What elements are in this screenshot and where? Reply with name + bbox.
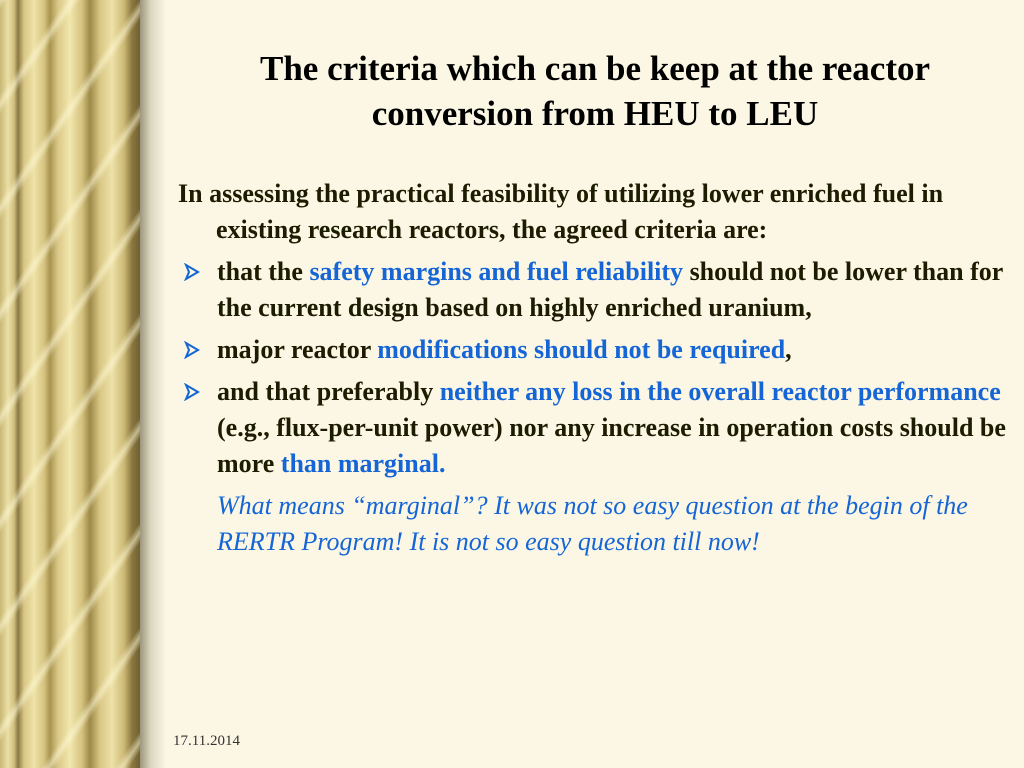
bullet-2-highlight: modifications should not be required — [377, 335, 786, 364]
decorative-side-bar — [0, 0, 140, 768]
bullet-3-text-a: and that preferably — [217, 377, 440, 406]
arrow-right-icon — [183, 263, 201, 281]
slide-content — [178, 176, 1008, 560]
bullet-1-highlight: safety margins and fuel reliability — [309, 257, 684, 286]
title-line-1: The criteria which can be keep at the reactor — [259, 49, 931, 88]
bullet-item-1 — [178, 254, 1008, 326]
italic-note: What means “marginal”? It was not so easy question at the begin of the RERTR Program! It is not so easy question till now! — [217, 491, 968, 556]
bullet-3-text-b: (e.g., flux-per-unit power) nor any increase in operation costs should be more — [217, 413, 1006, 478]
bullet-3-highlight-1: neither any loss in the overall reactor performance — [439, 377, 1001, 406]
bullet-1-text-b: should not be lower than for the current design based on highly enriched uranium, — [217, 257, 1003, 322]
bullet-item-2 — [178, 332, 1008, 368]
slide-title — [190, 46, 1000, 136]
intro-paragraph: In assessing the practical feasibility of utilizing lower enriched fuel in existing research reactors, the agreed criteria are: — [178, 179, 944, 244]
bullet-2-text-a: major reactor — [217, 335, 378, 364]
bullet-2-text-b: , — [785, 335, 792, 364]
side-bar-shadow — [140, 0, 166, 768]
bullet-item-3 — [178, 374, 1008, 482]
bullet-3-highlight-2: than marginal. — [280, 449, 446, 478]
footer-date: 17.11.2014 — [173, 733, 240, 749]
arrow-right-icon — [183, 341, 201, 359]
arrow-right-icon — [183, 383, 201, 401]
title-line-2: conversion from HEU to LEU — [371, 94, 819, 133]
bullet-1-text-a: that the — [217, 257, 310, 286]
